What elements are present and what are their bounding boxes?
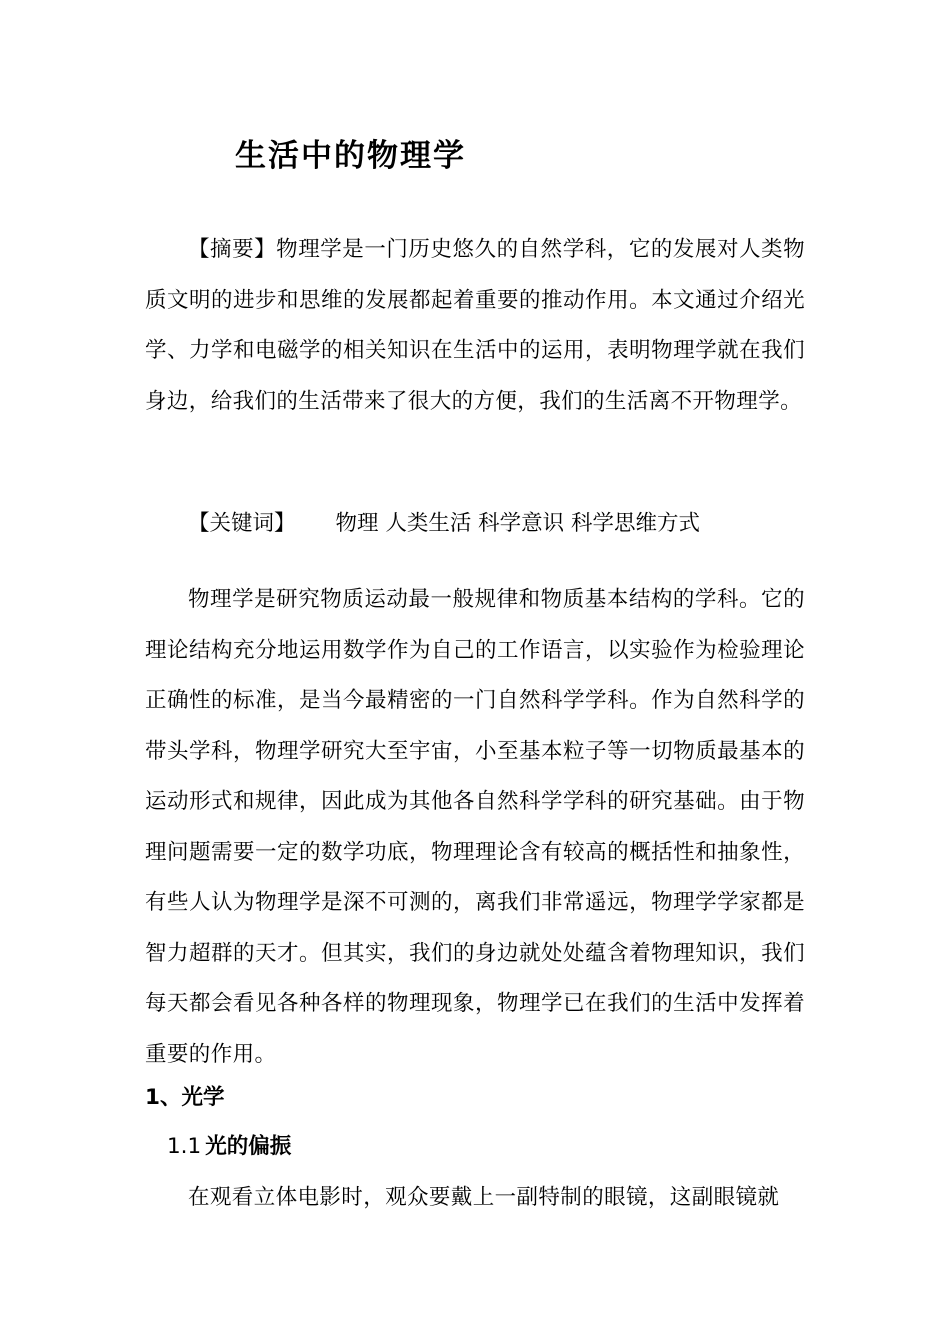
section-heading-optics: 1、光学	[145, 1085, 225, 1110]
subsection-number: 1.1	[167, 1134, 202, 1159]
intro-paragraph: 物理学是研究物质运动最一般规律和物质基本结构的学科。它的理论结构充分地运用数学作为自己的工作语言，以实验作为检验理论正确性的标准，是当今最精密的一门自然科学学科。作为自然科学的带头学科，物理学研究大至宇宙，小至基本粒子等一切物质最基本的运动形式和规律，因此成为其他各自然科学学科的研究基础。由于物理问题需要一定的数学功底，物理理论含有较高的概括性和抽象性，有些人认为物理学是深不可测的，离我们非常遥远，物理学学家都是智力超群的天才。但其实，我们的身边就处处蕴含着物理知识，我们每天都会看见各种各样的物理现象，物理学已在我们的生活中发挥着重要的作用。	[145, 587, 805, 1067]
polarization-paragraph: 在观看立体电影时，观众要戴上一副特制的眼镜，这副眼镜就	[188, 1185, 780, 1210]
abstract-paragraph: 【摘要】物理学是一门历史悠久的自然学科，它的发展对人类物质文明的进步和思维的发展都起着重要的推动作用。本文通过介绍光学、力学和电磁学的相关知识在生活中的运用，表明物理学就在我们身边，给我们的生活带来了很大的方便，我们的生活离不开物理学。	[145, 237, 805, 414]
subsection-heading-polarization	[167, 1127, 291, 1167]
keywords-line	[188, 504, 700, 544]
subsection-title: 光的偏振	[205, 1134, 292, 1159]
keywords-text: 物理 人类生活 科学意识 科学思维方式	[335, 511, 701, 536]
keywords-label: 【关键词】	[188, 511, 296, 536]
document-title: 生活中的物理学	[235, 138, 466, 174]
